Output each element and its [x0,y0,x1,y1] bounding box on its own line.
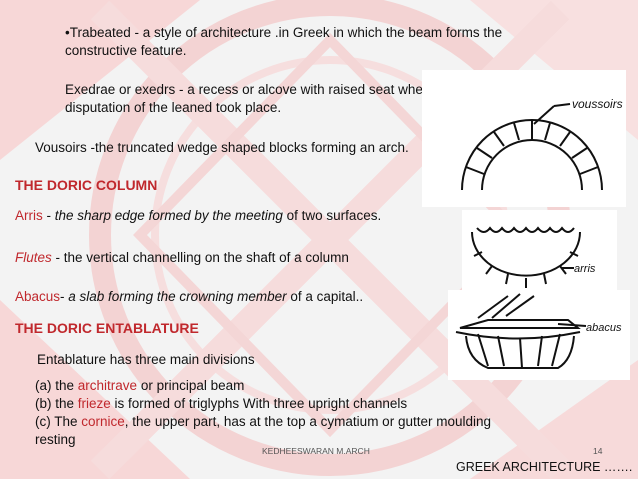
exedrae-definition-line1: Exedrae or exedrs - a recess or alcove with raised seat where . The [65,82,470,97]
flutes-rest: - the vertical channelling on the shaft of a column [51,250,349,265]
abacus-term: Abacus [15,289,61,304]
abacus-label: abacus [586,322,622,334]
arris-rest: of two surfaces. [282,208,382,223]
fluted-column-section [472,228,580,288]
arris-sketch [462,210,617,292]
flutes-definition [15,249,349,266]
voussoirs-sketch [422,70,626,207]
arris-term: Arris [15,208,43,223]
arch-drawing [462,104,602,190]
exedrae-definition-line2: disputation of the leaned took place. [65,100,282,115]
arris-definition [15,207,381,224]
entablature-item-c-line2: resting [35,432,76,447]
abacus-rest: of a capital.. [286,289,364,304]
arris-separator: - [42,208,55,223]
item-a-suffix: or principal beam [137,378,245,393]
item-b-prefix: (b) the [35,396,78,411]
page-number: 14 [593,446,603,456]
cornice-term: cornice [81,414,125,429]
trabeated-definition-line2: constructive feature. [65,43,187,58]
abacus-sketch [448,290,630,380]
voussoirs-label: voussoirs [572,97,623,111]
item-c-suffix: , the upper part, has at the top a cymatium or gutter moulding [124,414,491,429]
entablature-item-b [35,395,407,412]
item-a-prefix: (a) the [35,378,78,393]
doric-entablature-heading: THE DORIC ENTABLATURE [15,320,199,336]
frieze-term: frieze [77,396,111,411]
item-b-suffix: is formed of triglyphs With three upright channels [110,396,408,411]
footer-brand: GREEK ARCHITECTURE ……. [456,460,633,474]
entablature-intro: Entablature has three main divisions [37,352,255,367]
item-c-prefix: (c) The [35,414,82,429]
abacus-definition [15,288,363,305]
arris-label: arris [574,263,596,275]
trabeated-definition-line1: •Trabeated - a style of architecture .in Greek in which the beam forms the [65,25,503,40]
entablature-item-c [35,413,491,430]
entablature-item-a [35,377,244,394]
abacus-italic-text: a slab forming the crowning member [68,289,287,304]
doric-column-heading: THE DORIC COLUMN [15,177,158,193]
flutes-term: Flutes [15,250,52,265]
architrave-term: architrave [77,378,138,393]
arris-italic-text: the sharp edge formed by the meeting [54,208,283,223]
footer-author: KEDHEESWARAN M.ARCH [262,446,370,456]
voussoirs-definition: Vousoirs -the truncated wedge shaped blocks forming an arch. [35,140,409,155]
capital-drawing [456,294,586,368]
abacus-separator: - [60,289,69,304]
